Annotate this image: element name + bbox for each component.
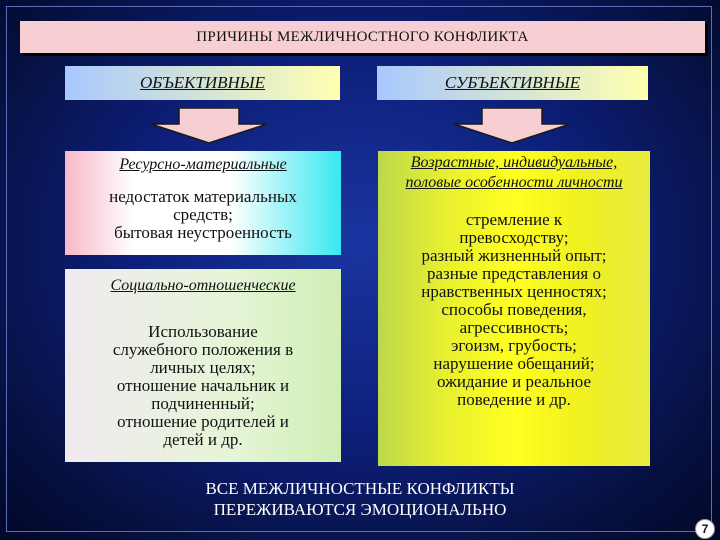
category-objective: ОБЪЕКТИВНЫЕ: [65, 66, 340, 100]
heading-line: половые особенности личности: [405, 174, 623, 191]
text-line: разные представления о: [427, 264, 601, 283]
text-line: ожидание и реальное: [437, 372, 591, 391]
text-line: средств;: [173, 205, 233, 224]
resource-material-box: [65, 151, 341, 255]
heading-line: Возрастные, индивидуальные,: [410, 154, 618, 171]
text-line: нравственных ценностях;: [421, 282, 607, 301]
personal-features-box: [378, 151, 650, 466]
text-line: агрессивность;: [459, 318, 569, 337]
resource-heading: Ресурсно-материальные: [119, 156, 287, 173]
text-line: поведение и др.: [457, 390, 571, 409]
category-subjective: СУБЪЕКТИВНЫЕ: [377, 66, 648, 100]
conclusion-line: ВСЕ МЕЖЛИЧНОСТНЫЕ КОНФЛИКТЫ: [205, 479, 515, 498]
text-line: стремление к: [465, 210, 563, 229]
down-arrow-icon: [452, 108, 572, 144]
text-line: эгоизм, грубость;: [451, 336, 577, 355]
social-heading: Социально-отношенческие: [110, 277, 296, 294]
text-line: отношение начальник и: [116, 376, 290, 395]
text-line: отношение родителей и: [117, 412, 289, 431]
text-line: превосходству;: [459, 228, 569, 247]
page-number-badge: 7: [695, 519, 715, 539]
slide-title: ПРИЧИНЫ МЕЖЛИЧНОСТНОГО КОНФЛИКТА: [20, 21, 705, 53]
text-line: способы поведения,: [441, 300, 587, 319]
conclusion-text: [150, 478, 570, 520]
social-text: [65, 323, 341, 449]
resource-text: [65, 188, 341, 242]
text-line: подчиненный;: [151, 394, 255, 413]
conclusion-line: ПЕРЕЖИВАЮТСЯ ЭМОЦИОНАЛЬНО: [213, 500, 507, 519]
text-line: бытовая неустроенность: [114, 223, 292, 242]
text-line: нарушение обещаний;: [433, 354, 595, 373]
text-line: разный жизненный опыт;: [421, 246, 607, 265]
social-relational-box: [65, 269, 341, 462]
text-line: личных целях;: [150, 358, 256, 377]
text-line: недостаток материальных: [109, 187, 297, 206]
age-heading: [378, 153, 650, 193]
text-line: Использование: [148, 322, 258, 341]
text-line: служебного положения в: [112, 340, 294, 359]
down-arrow-icon: [149, 108, 269, 144]
age-text: [378, 211, 650, 409]
text-line: детей и др.: [163, 430, 243, 449]
